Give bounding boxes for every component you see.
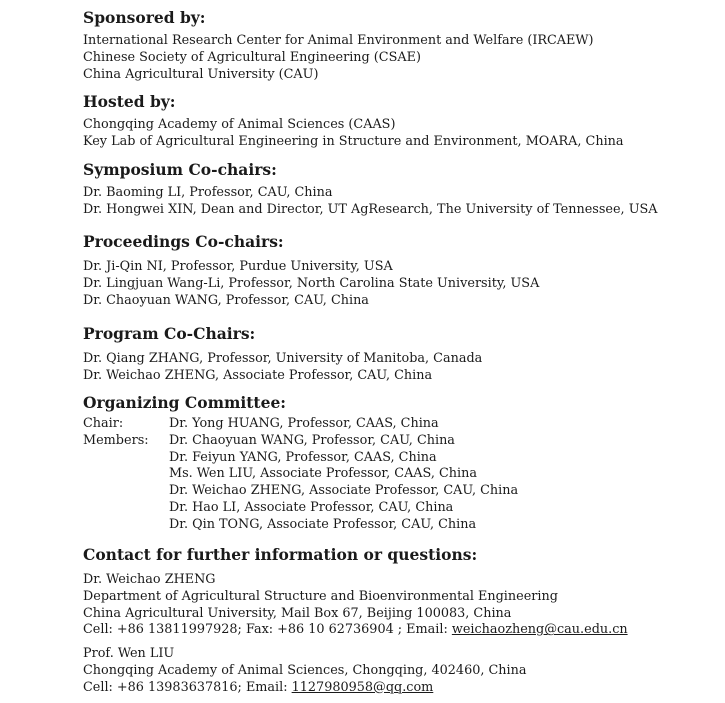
contact-heading: Contact for further information or questions: <box>83 545 478 564</box>
contact2-phone-line <box>83 680 628 697</box>
members-label: Members: <box>83 432 149 448</box>
member-name: Dr. Qin TONG, Associate Professor, CAU, China <box>169 516 477 532</box>
sponsored-heading: Sponsored by: <box>83 8 206 27</box>
organizing-member-row <box>83 466 518 483</box>
symposium-chair-line: Dr. Baoming LI, Professor, CAU, China <box>83 185 333 200</box>
organizing-member-row <box>83 517 518 534</box>
contact2-phone: Cell: +86 13983637816; Email: <box>83 679 292 695</box>
host-line: Key Lab of Agricultural Engineering in Structure and Environment, MOARA, China <box>83 133 624 149</box>
contact1-email-link[interactable]: weichaozheng@cau.edu.cn <box>451 622 628 638</box>
proceedings-chair-line: Dr. Ji-Qin NI, Professor, Purdue University, USA <box>83 259 393 274</box>
program-heading: Program Co-Chairs: <box>83 324 256 343</box>
contact1-department: Department of Agricultural Structure and Bioenvironmental Engineering <box>83 588 558 604</box>
organizing-member-row <box>83 433 518 450</box>
host-line: Chongqing Academy of Animal Sciences (CAAS) <box>83 117 396 132</box>
contact2-email-link[interactable]: 1127980958@qq.com <box>291 679 434 695</box>
organizing-member-row <box>83 450 518 467</box>
sponsored-section <box>83 8 594 83</box>
member-name: Dr. Hao LI, Associate Professor, CAU, China <box>169 499 454 515</box>
member-name: Dr. Chaoyuan WANG, Professor, CAU, China <box>169 432 455 448</box>
sponsor-line: Chinese Society of Agricultural Engineering (CSAE) <box>83 49 421 65</box>
hosted-heading: Hosted by: <box>83 92 176 111</box>
program-section <box>83 324 482 385</box>
symposium-section <box>83 160 657 219</box>
contact1-phone: Cell: +86 13811997928; Fax: +86 10 62736904 ; Email: <box>83 622 452 638</box>
organizing-chair-row <box>83 416 518 433</box>
program-chair-line: Dr. Weichao ZHENG, Associate Professor, CAU, China <box>83 367 433 383</box>
member-name: Dr. Weichao ZHENG, Associate Professor, CAU, China <box>169 483 519 499</box>
chair-name: Dr. Yong HUANG, Professor, CAAS, China <box>169 416 439 431</box>
contact1-name: Dr. Weichao ZHENG <box>83 572 216 587</box>
program-chair-line: Dr. Qiang ZHANG, Professor, University of Manitoba, Canada <box>83 351 483 366</box>
contact2-address: Chongqing Academy of Animal Sciences, Chongqing, 402460, China <box>83 662 527 678</box>
organizing-member-row <box>83 483 518 500</box>
proceedings-chair-line: Dr. Lingjuan Wang-Li, Professor, North Carolina State University, USA <box>83 275 540 291</box>
proceedings-chair-line: Dr. Chaoyuan WANG, Professor, CAU, China <box>83 292 369 308</box>
proceedings-heading: Proceedings Co-chairs: <box>83 232 284 251</box>
organizing-member-row <box>83 500 518 517</box>
contact1-phone-line <box>83 622 628 639</box>
hosted-section <box>83 92 624 151</box>
symposium-chair-line: Dr. Hongwei XIN, Dean and Director, UT AgResearch, The University of Tennessee, USA <box>83 201 658 217</box>
chair-label: Chair: <box>83 416 124 431</box>
contact2-name: Prof. Wen LIU <box>83 646 175 662</box>
organizing-section <box>83 393 518 534</box>
member-name: Ms. Wen LIU, Associate Professor, CAAS, China <box>169 466 477 482</box>
sponsor-line: China Agricultural University (CAU) <box>83 66 319 82</box>
contact1-address: China Agricultural University, Mail Box 67, Beijing 100083, China <box>83 605 512 621</box>
sponsor-line: International Research Center for Animal Environment and Welfare (IRCAEW) <box>83 33 594 48</box>
symposium-heading: Symposium Co-chairs: <box>83 160 277 179</box>
proceedings-section <box>83 232 539 309</box>
member-name: Dr. Feiyun YANG, Professor, CAAS, China <box>169 449 437 465</box>
organizing-heading: Organizing Committee: <box>83 393 287 412</box>
contact-section <box>83 545 628 697</box>
